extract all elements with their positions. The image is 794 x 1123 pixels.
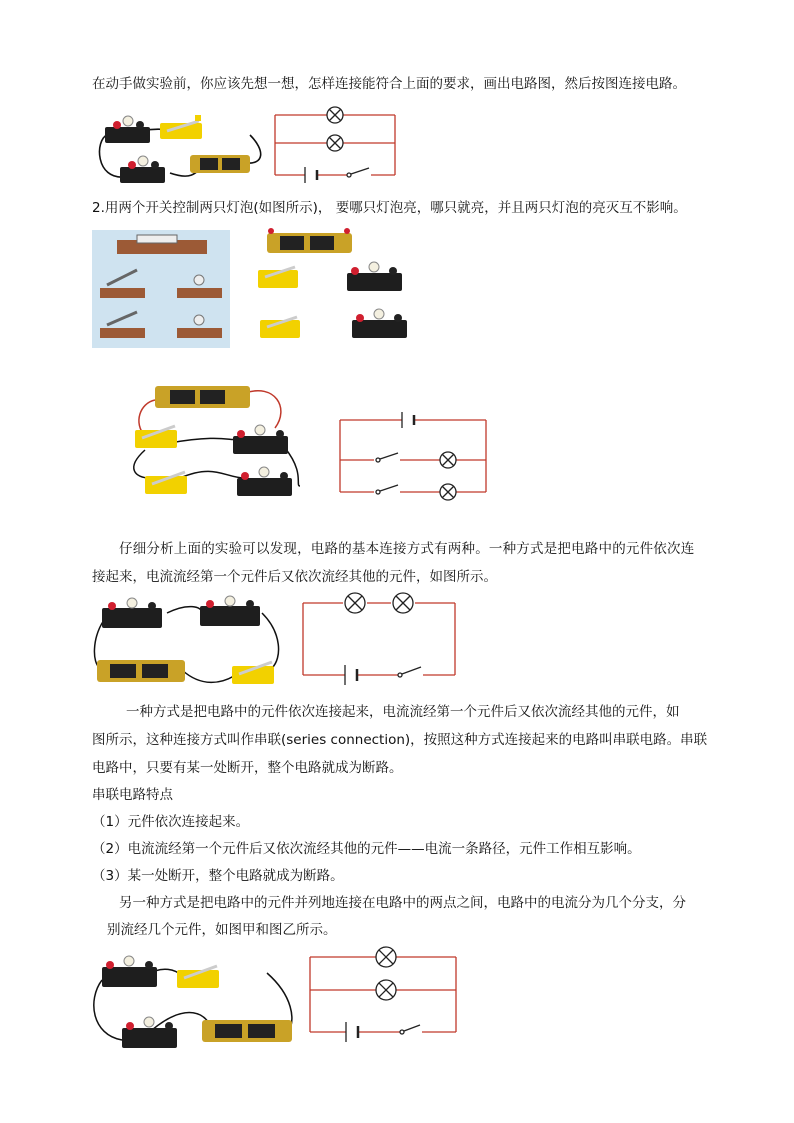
figure-2-photo (92, 230, 230, 348)
parallel-line-2: 别流经几个元件，如图甲和图乙所示。 (107, 922, 337, 938)
figure-1-circuit (275, 115, 395, 185)
feature-3: （3）某一处断开，整个电路就成为断路。 (92, 868, 344, 884)
feature-1: （1）元件依次连接起来。 (92, 814, 250, 830)
features-title: 串联电路特点 (92, 787, 173, 803)
figure-4-circuit (303, 603, 458, 678)
parallel-line-1: 另一种方式是把电路中的元件并列地连接在电路中的两点之间，电路中的电流分为几个分支，分 (119, 895, 686, 911)
figure-5-circuit (310, 957, 460, 1035)
analysis-line-2: 接起来，电流流经第一个元件后又依次流经其他的元件，如图所示。 (92, 569, 497, 585)
figure-1-photo (95, 105, 265, 190)
feature-2: （2）电流流经第一个元件后又依次流经其他的元件——电流一条路径，元件工作相互影响。 (92, 841, 641, 857)
figure-4-photo (92, 598, 287, 690)
intro-paragraph: 在动手做实验前，你应该先想一想，怎样连接能符合上面的要求，画出电路图，然后按图连接电路。 (92, 76, 686, 92)
analysis-line-1: 仔细分析上面的实验可以发现，电路的基本连接方式有两种。一种方式是把电路中的元件依次连 (119, 541, 695, 557)
figure-3-photo (125, 378, 305, 503)
task2-paragraph: 2.用两个开关控制两只灯泡(如图所示)， 要哪只灯泡亮，哪只就亮，并且两只灯泡的亮灭互不影响。 (92, 200, 687, 216)
figure-3-circuit (340, 420, 490, 500)
series-line-3: 电路中，只要有某一处断开，整个电路就成为断路。 (92, 760, 403, 776)
figure-2-components (255, 225, 415, 350)
series-line-1: 一种方式是把电路中的元件依次连接起来，电流流经第一个元件后又依次流经其他的元件，如 (126, 704, 680, 720)
figure-5-photo (92, 955, 302, 1053)
series-line-2: 图所示，这种连接方式叫作串联(series connection)，按照这种方式连接起来的电路叫串联电路。串联 (92, 732, 708, 748)
